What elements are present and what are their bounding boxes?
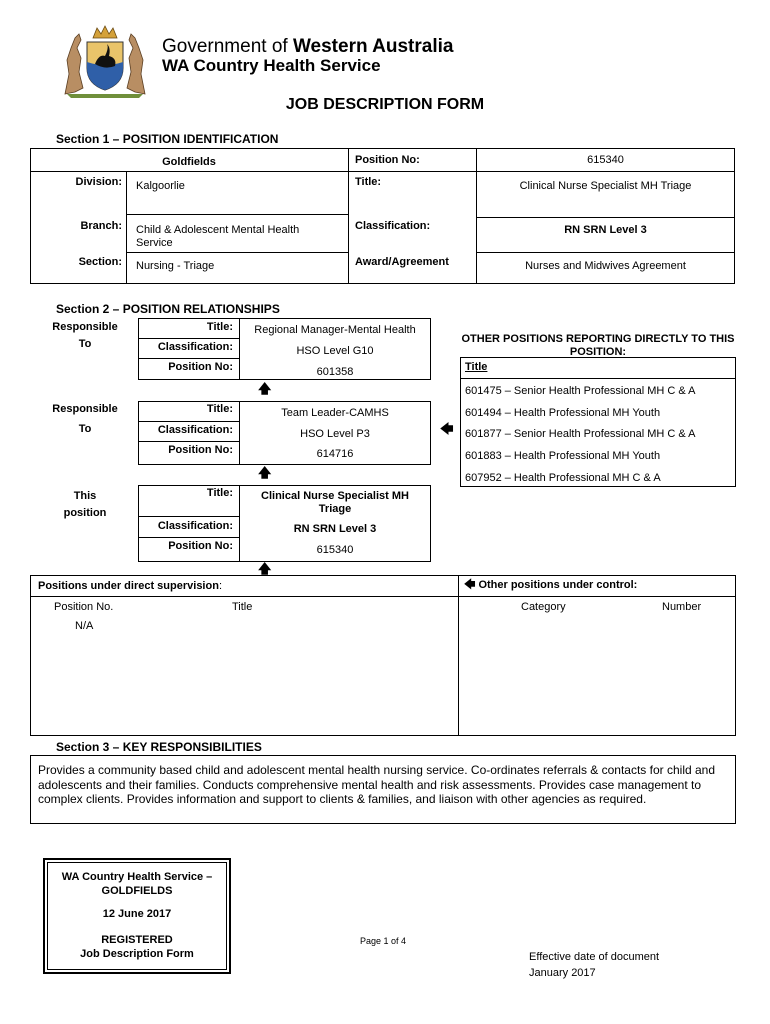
classification-value: RN SRN Level 3: [564, 224, 647, 236]
position-no-value: 615340: [587, 154, 624, 166]
leader-position-no: 614716: [316, 448, 354, 460]
responsible-to-label-1b: To: [78, 338, 92, 350]
section-label: Section:: [78, 256, 122, 268]
supervision-heading: Positions under direct supervision:: [38, 580, 222, 592]
leader-classification-label: Classification:: [157, 424, 233, 436]
health-service-title: WA Country Health Service: [162, 56, 381, 75]
ctrl-col-number: Number: [662, 601, 702, 613]
this-position-title: Clinical Nurse Specialist MH Triage: [261, 490, 409, 515]
list-item: 601494 – Health Professional MH Youth: [465, 407, 661, 419]
classification-label: Classification:: [355, 220, 431, 232]
other-positions-list: [460, 357, 736, 487]
leader-title-label: Title:: [206, 403, 233, 415]
responsible-to-label-2b: To: [78, 423, 92, 435]
other-positions-heading: OTHER POSITIONS REPORTING DIRECTLY TO THIS POSITION:: [461, 333, 735, 358]
section3-heading: Section 3 – KEY RESPONSIBILITIES: [56, 740, 262, 754]
this-position-no: 615340: [316, 544, 354, 556]
effective-date-value: January 2017: [529, 967, 596, 979]
leader-title: Team Leader-CAMHS: [281, 407, 389, 419]
arrow-left-icon: 🡄: [440, 421, 454, 436]
this-position-label-b: position: [63, 507, 107, 519]
stamp-date: 12 June 2017: [102, 908, 172, 920]
page-number: Page 1 of 4: [360, 936, 407, 946]
supervision-table: [30, 575, 736, 736]
manager-position-no: 601358: [316, 366, 354, 378]
this-title-label: Title:: [206, 487, 233, 499]
branch-label: Branch:: [80, 220, 122, 232]
manager-position-no-label: Position No:: [168, 361, 233, 373]
section2-heading: Section 2 – POSITION RELATIONSHIPS: [56, 302, 280, 316]
effective-date-label: Effective date of document: [529, 951, 660, 963]
manager-classification: HSO Level G10: [296, 345, 374, 357]
wa-crest-logo: [55, 24, 155, 98]
arrow-left-icon: 🡄: [464, 579, 476, 591]
this-classification-label: Classification:: [157, 520, 233, 532]
manager-title: Regional Manager-Mental Health: [254, 324, 416, 336]
section-value: Nursing - Triage: [136, 260, 215, 272]
region-label: Goldfields: [162, 156, 216, 168]
arrow-up-icon: 🡅: [258, 381, 272, 396]
this-position-label-a: This: [73, 490, 97, 502]
list-item: 601883 – Health Professional MH Youth: [465, 450, 661, 462]
this-position-no-label: Position No:: [168, 540, 233, 552]
ctrl-col-category: Category: [521, 601, 566, 613]
award-label: Award/Agreement: [355, 256, 449, 268]
sup-col-title: Title: [232, 601, 253, 613]
stamp-line2: GOLDFIELDS: [101, 885, 173, 897]
division-label: Division:: [75, 176, 122, 188]
list-item: 601877 – Senior Health Professional MH C & A: [465, 428, 696, 440]
sup-col-position-no: Position No.: [54, 601, 114, 613]
responsibilities-text: Provides a community based child and adolescent mental health nursing service. Co-ordinates referrals & contacts for child and adolescents and their families. Conducts comprehensive mental health and risk assessments. Provides case management to complex clients. Provides information and support to clients & families, and liaison with other agencies as required.: [38, 763, 716, 806]
arrow-up-icon: 🡅: [258, 465, 272, 480]
control-heading: 🡄 Other positions under control:: [464, 579, 638, 591]
this-position-classification: RN SRN Level 3: [293, 523, 377, 535]
list-item: 601475 – Senior Health Professional MH C & A: [465, 385, 696, 397]
manager-classification-label: Classification:: [157, 341, 233, 353]
responsible-to-label-2a: Responsible: [52, 403, 118, 415]
list-item: 607952 – Health Professional MH C & A: [465, 472, 661, 484]
title-label: Title:: [355, 176, 382, 188]
sup-value: N/A: [75, 620, 94, 632]
stamp-line4: Job Description Form: [80, 948, 194, 960]
leader-position-no-label: Position No:: [168, 444, 233, 456]
branch-value: Child & Adolescent Mental Health Service: [136, 224, 300, 249]
responsible-to-label-1a: Responsible: [52, 321, 118, 333]
government-title: Government of Western Australia: [162, 36, 454, 57]
section1-heading: Section 1 – POSITION IDENTIFICATION: [56, 132, 279, 146]
manager-title-label: Title:: [206, 321, 233, 333]
title-value: Clinical Nurse Specialist MH Triage: [519, 180, 692, 192]
stamp-line1: WA Country Health Service –: [61, 871, 213, 883]
award-value: Nurses and Midwives Agreement: [525, 260, 686, 272]
other-title-label: Title: [465, 361, 488, 373]
stamp-line3: REGISTERED: [101, 934, 173, 946]
position-no-label: Position No:: [355, 154, 420, 166]
arrow-up-icon: 🡅: [258, 561, 272, 576]
leader-classification: HSO Level P3: [300, 428, 370, 440]
form-title: JOB DESCRIPTION FORM: [285, 96, 485, 113]
division-value: Kalgoorlie: [136, 180, 185, 192]
